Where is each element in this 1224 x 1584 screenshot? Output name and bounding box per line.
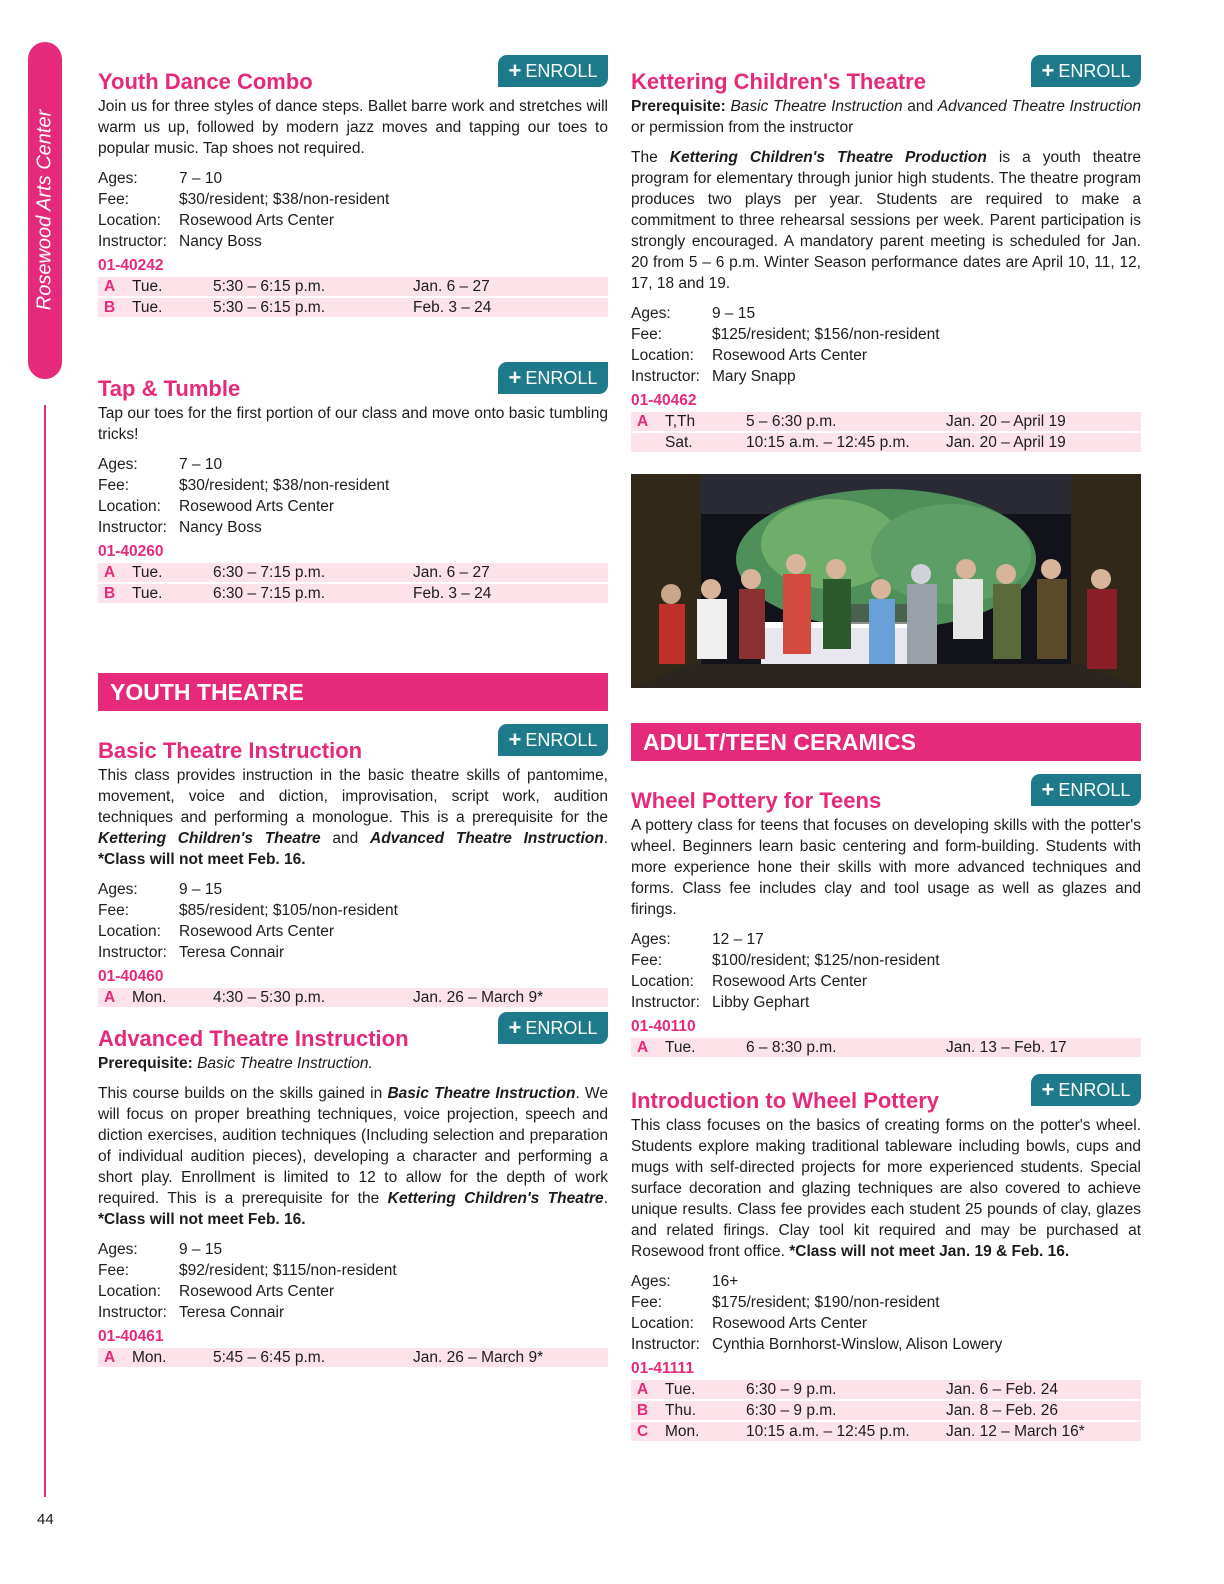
- section-row: [98, 1348, 608, 1367]
- fee-value: $175/resident; $190/non-resident: [712, 1294, 940, 1311]
- section-letter: A: [104, 278, 116, 295]
- instructor-label: Instructor:: [631, 368, 700, 385]
- course-title: Wheel Pottery for Teens: [631, 788, 882, 813]
- fee-label: Fee:: [98, 1262, 130, 1279]
- enroll-label: ENROLL: [525, 1017, 598, 1038]
- course-youth-dance-combo: [98, 52, 608, 317]
- description-text: .: [603, 1190, 608, 1207]
- location-label: Location:: [631, 1315, 694, 1332]
- course-tap-tumble: [98, 359, 608, 603]
- course-code: 01-40110: [631, 1018, 696, 1035]
- course-info: [631, 929, 1141, 1013]
- plus-icon: +: [508, 727, 522, 752]
- plus-icon: +: [1041, 1077, 1055, 1102]
- section-day: Tue.: [665, 1381, 696, 1398]
- fee-value: $100/resident; $125/non-resident: [712, 952, 940, 969]
- prerequisite-text: or permission from the instructor: [631, 119, 854, 136]
- course-title: Tap & Tumble: [98, 376, 241, 401]
- prerequisite-text: and: [902, 98, 938, 115]
- enroll-button[interactable]: [1031, 1074, 1141, 1106]
- section-time: 10:15 a.m. – 12:45 p.m.: [746, 434, 910, 451]
- instructor-value: Mary Snapp: [712, 368, 796, 385]
- section-letter: A: [104, 564, 116, 581]
- course-code: 01-40460: [98, 968, 164, 985]
- section-letter: A: [637, 1039, 649, 1056]
- section-letter: [631, 433, 665, 452]
- fee-value: $30/resident; $38/non-resident: [179, 191, 390, 208]
- description-text: This class focuses on the basics of creating forms on the potter's wheel. Students explore making traditional tableware including bowls, cups and mugs with self-directed projects for more experienced students. Special surface decoration and glazing techniques are also covered to achieve unique results. Class fee provides each student 25 pounds of clay, glazes and related firings. Clay tool kit required and may be purchased at Rosewood front office.: [631, 1117, 1141, 1260]
- description-text: is a youth theatre program for elementary through junior high students. The theatre program produces two plays per year. Students are required to make a commitment to three rehearsal sessions per week. Parent participation is strongly encouraged. A mandatory parent meeting is scheduled for Jan. 20 from 5 – 6 p.m. Winter Season performance dates are April 10, 11, 12, 17, 18 and 19.: [631, 149, 1141, 292]
- course-description: [631, 147, 1141, 294]
- course-description: Join us for three styles of dance steps. Ballet barre work and stretches will warm us up, followed by modern jazz moves and tapping our toes to popular music. Tap shoes not required.: [98, 98, 608, 157]
- section-dates: Jan. 12 – March 16*: [946, 1423, 1085, 1440]
- section-row: [98, 563, 608, 582]
- fee-value: $85/resident; $105/non-resident: [179, 902, 398, 919]
- fee-value: $30/resident; $38/non-resident: [179, 477, 390, 494]
- course-info: [98, 454, 608, 538]
- section-row: [98, 584, 608, 603]
- plus-icon: +: [508, 365, 522, 390]
- enroll-button[interactable]: [498, 724, 608, 756]
- section-banner-ceramics: ADULT/TEEN CERAMICS: [631, 723, 1141, 761]
- enroll-button[interactable]: [498, 55, 608, 87]
- ages-value: 7 – 10: [179, 170, 223, 187]
- description-emphasis: Kettering Children's Theatre Production: [669, 149, 987, 166]
- section-letter: A: [637, 1381, 649, 1398]
- fee-label: Fee:: [631, 1294, 663, 1311]
- ages-value: 9 – 15: [179, 1241, 223, 1258]
- enroll-label: ENROLL: [525, 729, 598, 750]
- section-time: 6:30 – 7:15 p.m.: [213, 585, 326, 602]
- course-info: [98, 1239, 608, 1323]
- enroll-label: ENROLL: [525, 60, 598, 81]
- location-value: Rosewood Arts Center: [179, 212, 335, 229]
- section-row: [98, 277, 608, 296]
- section-list: [631, 1038, 1141, 1057]
- section-list: [98, 277, 608, 317]
- section-list: [98, 988, 608, 1007]
- ages-value: 16+: [712, 1273, 739, 1290]
- fee-label: Fee:: [98, 902, 130, 919]
- instructor-value: Teresa Connair: [179, 1304, 285, 1321]
- description-text: This class provides instruction in the basic theatre skills of pantomime, movement, voice and diction, improvisation, script work, audition techniques and performing a monologue. This is a prerequisite for the: [98, 767, 608, 826]
- course-prerequisite: [631, 96, 1141, 138]
- section-row: [98, 988, 608, 1007]
- description-note: *Class will not meet Feb. 16.: [98, 1211, 306, 1228]
- fee-label: Fee:: [631, 326, 663, 343]
- course-kettering-theatre: [631, 52, 1141, 452]
- section-dates: Jan. 13 – Feb. 17: [946, 1039, 1067, 1056]
- course-info: [98, 168, 608, 252]
- section-time: 5:30 – 6:15 p.m.: [213, 299, 326, 316]
- course-prerequisite: [98, 1053, 608, 1074]
- right-column: [631, 52, 1141, 1443]
- fee-label: Fee:: [98, 191, 130, 208]
- theatre-production-photo: [631, 474, 1141, 688]
- page-number: 44: [37, 1511, 54, 1528]
- enroll-label: ENROLL: [1058, 779, 1131, 800]
- instructor-label: Instructor:: [98, 233, 167, 250]
- section-day: Tue.: [132, 299, 163, 316]
- ages-label: Ages:: [631, 1273, 671, 1290]
- ages-label: Ages:: [631, 931, 671, 948]
- enroll-button[interactable]: [498, 1012, 608, 1044]
- section-letter: A: [104, 989, 116, 1006]
- section-row: [631, 1422, 1141, 1441]
- sidebar-label: Rosewood Arts Center: [33, 109, 56, 311]
- section-time: 6:30 – 9 p.m.: [746, 1381, 837, 1398]
- description-emphasis: Kettering Children's Theatre: [387, 1190, 604, 1207]
- section-row: [631, 412, 1141, 431]
- enroll-button[interactable]: [1031, 774, 1141, 806]
- course-title: Introduction to Wheel Pottery: [631, 1088, 939, 1113]
- description-note: *Class will not meet Feb. 16.: [98, 851, 306, 868]
- section-time: 6:30 – 7:15 p.m.: [213, 564, 326, 581]
- enroll-button[interactable]: [498, 362, 608, 394]
- description-emphasis: Kettering Children's Theatre: [98, 830, 321, 847]
- ages-label: Ages:: [98, 170, 138, 187]
- description-text: .: [603, 830, 608, 847]
- section-letter: B: [637, 1402, 649, 1419]
- instructor-label: Instructor:: [98, 944, 167, 961]
- course-title: Youth Dance Combo: [98, 69, 313, 94]
- section-letter: C: [637, 1423, 649, 1440]
- section-letter: B: [104, 585, 116, 602]
- plus-icon: +: [1041, 58, 1055, 83]
- course-info: [98, 879, 608, 963]
- section-dates: Jan. 26 – March 9*: [413, 989, 544, 1006]
- course-info: [631, 1271, 1141, 1355]
- section-dates: Feb. 3 – 24: [413, 299, 492, 316]
- ages-value: 9 – 15: [712, 305, 756, 322]
- location-value: Rosewood Arts Center: [712, 347, 868, 364]
- instructor-label: Instructor:: [631, 994, 700, 1011]
- instructor-value: Nancy Boss: [179, 233, 262, 250]
- section-day: Tue.: [132, 585, 163, 602]
- description-emphasis: Advanced Theatre Instruction: [370, 830, 604, 847]
- section-row: [631, 433, 1141, 452]
- fee-label: Fee:: [631, 952, 663, 969]
- section-row: [631, 1380, 1141, 1399]
- instructor-value: Nancy Boss: [179, 519, 262, 536]
- section-time: 6:30 – 9 p.m.: [746, 1402, 837, 1419]
- instructor-label: Instructor:: [631, 1336, 700, 1353]
- fee-label: Fee:: [98, 477, 130, 494]
- location-label: Location:: [631, 973, 694, 990]
- instructor-label: Instructor:: [98, 1304, 167, 1321]
- instructor-value: Libby Gephart: [712, 994, 810, 1011]
- ages-label: Ages:: [98, 1241, 138, 1258]
- prerequisite-value: Basic Theatre Instruction.: [197, 1055, 373, 1072]
- instructor-value: Cynthia Bornhorst-Winslow, Alison Lowery: [712, 1336, 1003, 1353]
- plus-icon: +: [508, 58, 522, 83]
- section-dates: Jan. 20 – April 19: [946, 434, 1066, 451]
- enroll-label: ENROLL: [1058, 1079, 1131, 1100]
- course-intro-wheel: [631, 1071, 1141, 1441]
- section-day: Mon.: [132, 1349, 167, 1366]
- ages-label: Ages:: [98, 456, 138, 473]
- plus-icon: +: [508, 1015, 522, 1040]
- section-dates: Jan. 6 – Feb. 24: [946, 1381, 1059, 1398]
- course-code: 01-40260: [98, 543, 164, 560]
- section-day: Tue.: [132, 278, 163, 295]
- course-code: 01-41111: [631, 1360, 694, 1377]
- section-dates: Jan. 26 – March 9*: [413, 1349, 544, 1366]
- prerequisite-label: Prerequisite:: [631, 98, 726, 115]
- location-label: Location:: [98, 212, 161, 229]
- fee-value: $125/resident; $156/non-resident: [712, 326, 940, 343]
- section-dates: Jan. 6 – 27: [413, 564, 490, 581]
- course-description: Tap our toes for the first portion of our class and move onto basic tumbling tricks!: [98, 405, 608, 443]
- section-dates: Jan. 8 – Feb. 26: [946, 1402, 1059, 1419]
- course-wheel-teens: [631, 771, 1141, 1057]
- section-day: Sat.: [665, 434, 693, 451]
- section-time: 5:45 – 6:45 p.m.: [213, 1349, 326, 1366]
- ages-value: 12 – 17: [712, 931, 764, 948]
- sidebar-divider: [44, 405, 46, 1497]
- location-value: Rosewood Arts Center: [179, 498, 335, 515]
- section-time: 5:30 – 6:15 p.m.: [213, 278, 326, 295]
- course-description: [98, 765, 608, 870]
- section-day: Tue.: [132, 564, 163, 581]
- plus-icon: +: [1041, 777, 1055, 802]
- location-value: Rosewood Arts Center: [179, 923, 335, 940]
- section-day: Mon.: [665, 1423, 700, 1440]
- course-info: [631, 303, 1141, 387]
- course-code: 01-40242: [98, 257, 164, 274]
- course-description: A pottery class for teens that focuses on developing skills with the potter's wheel. Beginners learn basic centering and form-building. Students with more experience hone their skills with more advanced techniques and forms. Class fee includes clay and tool usage as well as glazes and firings.: [631, 817, 1141, 918]
- section-time: 5 – 6:30 p.m.: [746, 413, 837, 430]
- description-text: This course builds on the skills gained in: [98, 1085, 388, 1102]
- course-basic-theatre: [98, 721, 608, 1007]
- section-list: [98, 1348, 608, 1367]
- course-description: [631, 1115, 1141, 1262]
- course-description: [98, 1083, 608, 1230]
- section-list: [631, 1380, 1141, 1441]
- enroll-label: ENROLL: [525, 367, 598, 388]
- course-title: Kettering Children's Theatre: [631, 69, 926, 94]
- description-text: . We will focus on proper breathing techniques, voice projection, speech and diction exercises, audition techniques (Including selection and preparation of individual audition pieces), developing a character and performing a short play. Enrollment is limited to 12 to allow for the depth of work required. This is a prerequisite for the: [98, 1085, 609, 1207]
- section-day: Thu.: [665, 1402, 697, 1419]
- section-list: [631, 412, 1141, 452]
- description-text: and: [320, 830, 371, 847]
- section-row: [631, 1401, 1141, 1420]
- section-banner-youth-theatre: YOUTH THEATRE: [98, 673, 608, 711]
- ages-value: 9 – 15: [179, 881, 223, 898]
- left-column: [98, 52, 608, 1369]
- section-letter: A: [637, 413, 649, 430]
- sidebar-tab: [28, 42, 62, 379]
- location-value: Rosewood Arts Center: [712, 1315, 868, 1332]
- fee-value: $92/resident; $115/non-resident: [179, 1262, 397, 1279]
- section-day: T,Th: [665, 413, 696, 430]
- section-time: 4:30 – 5:30 p.m.: [213, 989, 326, 1006]
- course-title: Basic Theatre Instruction: [98, 738, 363, 763]
- section-dates: Jan. 6 – 27: [413, 278, 490, 295]
- description-emphasis: Basic Theatre Instruction: [387, 1085, 576, 1102]
- section-row: [98, 298, 608, 317]
- course-code: 01-40462: [631, 392, 697, 409]
- course-title: Advanced Theatre Instruction: [98, 1026, 409, 1051]
- section-list: [98, 563, 608, 603]
- ages-label: Ages:: [98, 881, 138, 898]
- section-dates: Feb. 3 – 24: [413, 585, 492, 602]
- course-code: 01-40461: [98, 1328, 164, 1345]
- description-note: *Class will not meet Jan. 19 & Feb. 16.: [789, 1243, 1070, 1260]
- section-time: 6 – 8:30 p.m.: [746, 1039, 837, 1056]
- instructor-label: Instructor:: [98, 519, 167, 536]
- course-advanced-theatre: [98, 1009, 608, 1367]
- section-row: [631, 1038, 1141, 1057]
- enroll-button[interactable]: [1031, 55, 1141, 87]
- location-value: Rosewood Arts Center: [179, 1283, 335, 1300]
- section-letter: A: [104, 1349, 116, 1366]
- section-time: 10:15 a.m. – 12:45 p.m.: [746, 1423, 910, 1440]
- section-day: Tue.: [665, 1039, 696, 1056]
- ages-value: 7 – 10: [179, 456, 223, 473]
- section-letter: B: [104, 299, 116, 316]
- instructor-value: Teresa Connair: [179, 944, 285, 961]
- location-label: Location:: [98, 498, 161, 515]
- location-value: Rosewood Arts Center: [712, 973, 868, 990]
- location-label: Location:: [631, 347, 694, 364]
- description-text: The: [631, 149, 670, 166]
- stage-scene-illustration: [631, 474, 1141, 688]
- prerequisite-value: Advanced Theatre Instruction: [937, 98, 1141, 115]
- location-label: Location:: [98, 1283, 161, 1300]
- section-day: Mon.: [132, 989, 167, 1006]
- section-dates: Jan. 20 – April 19: [946, 413, 1066, 430]
- prerequisite-value: Basic Theatre Instruction: [730, 98, 903, 115]
- ages-label: Ages:: [631, 305, 671, 322]
- prerequisite-label: Prerequisite:: [98, 1055, 193, 1072]
- enroll-label: ENROLL: [1058, 60, 1131, 81]
- location-label: Location:: [98, 923, 161, 940]
